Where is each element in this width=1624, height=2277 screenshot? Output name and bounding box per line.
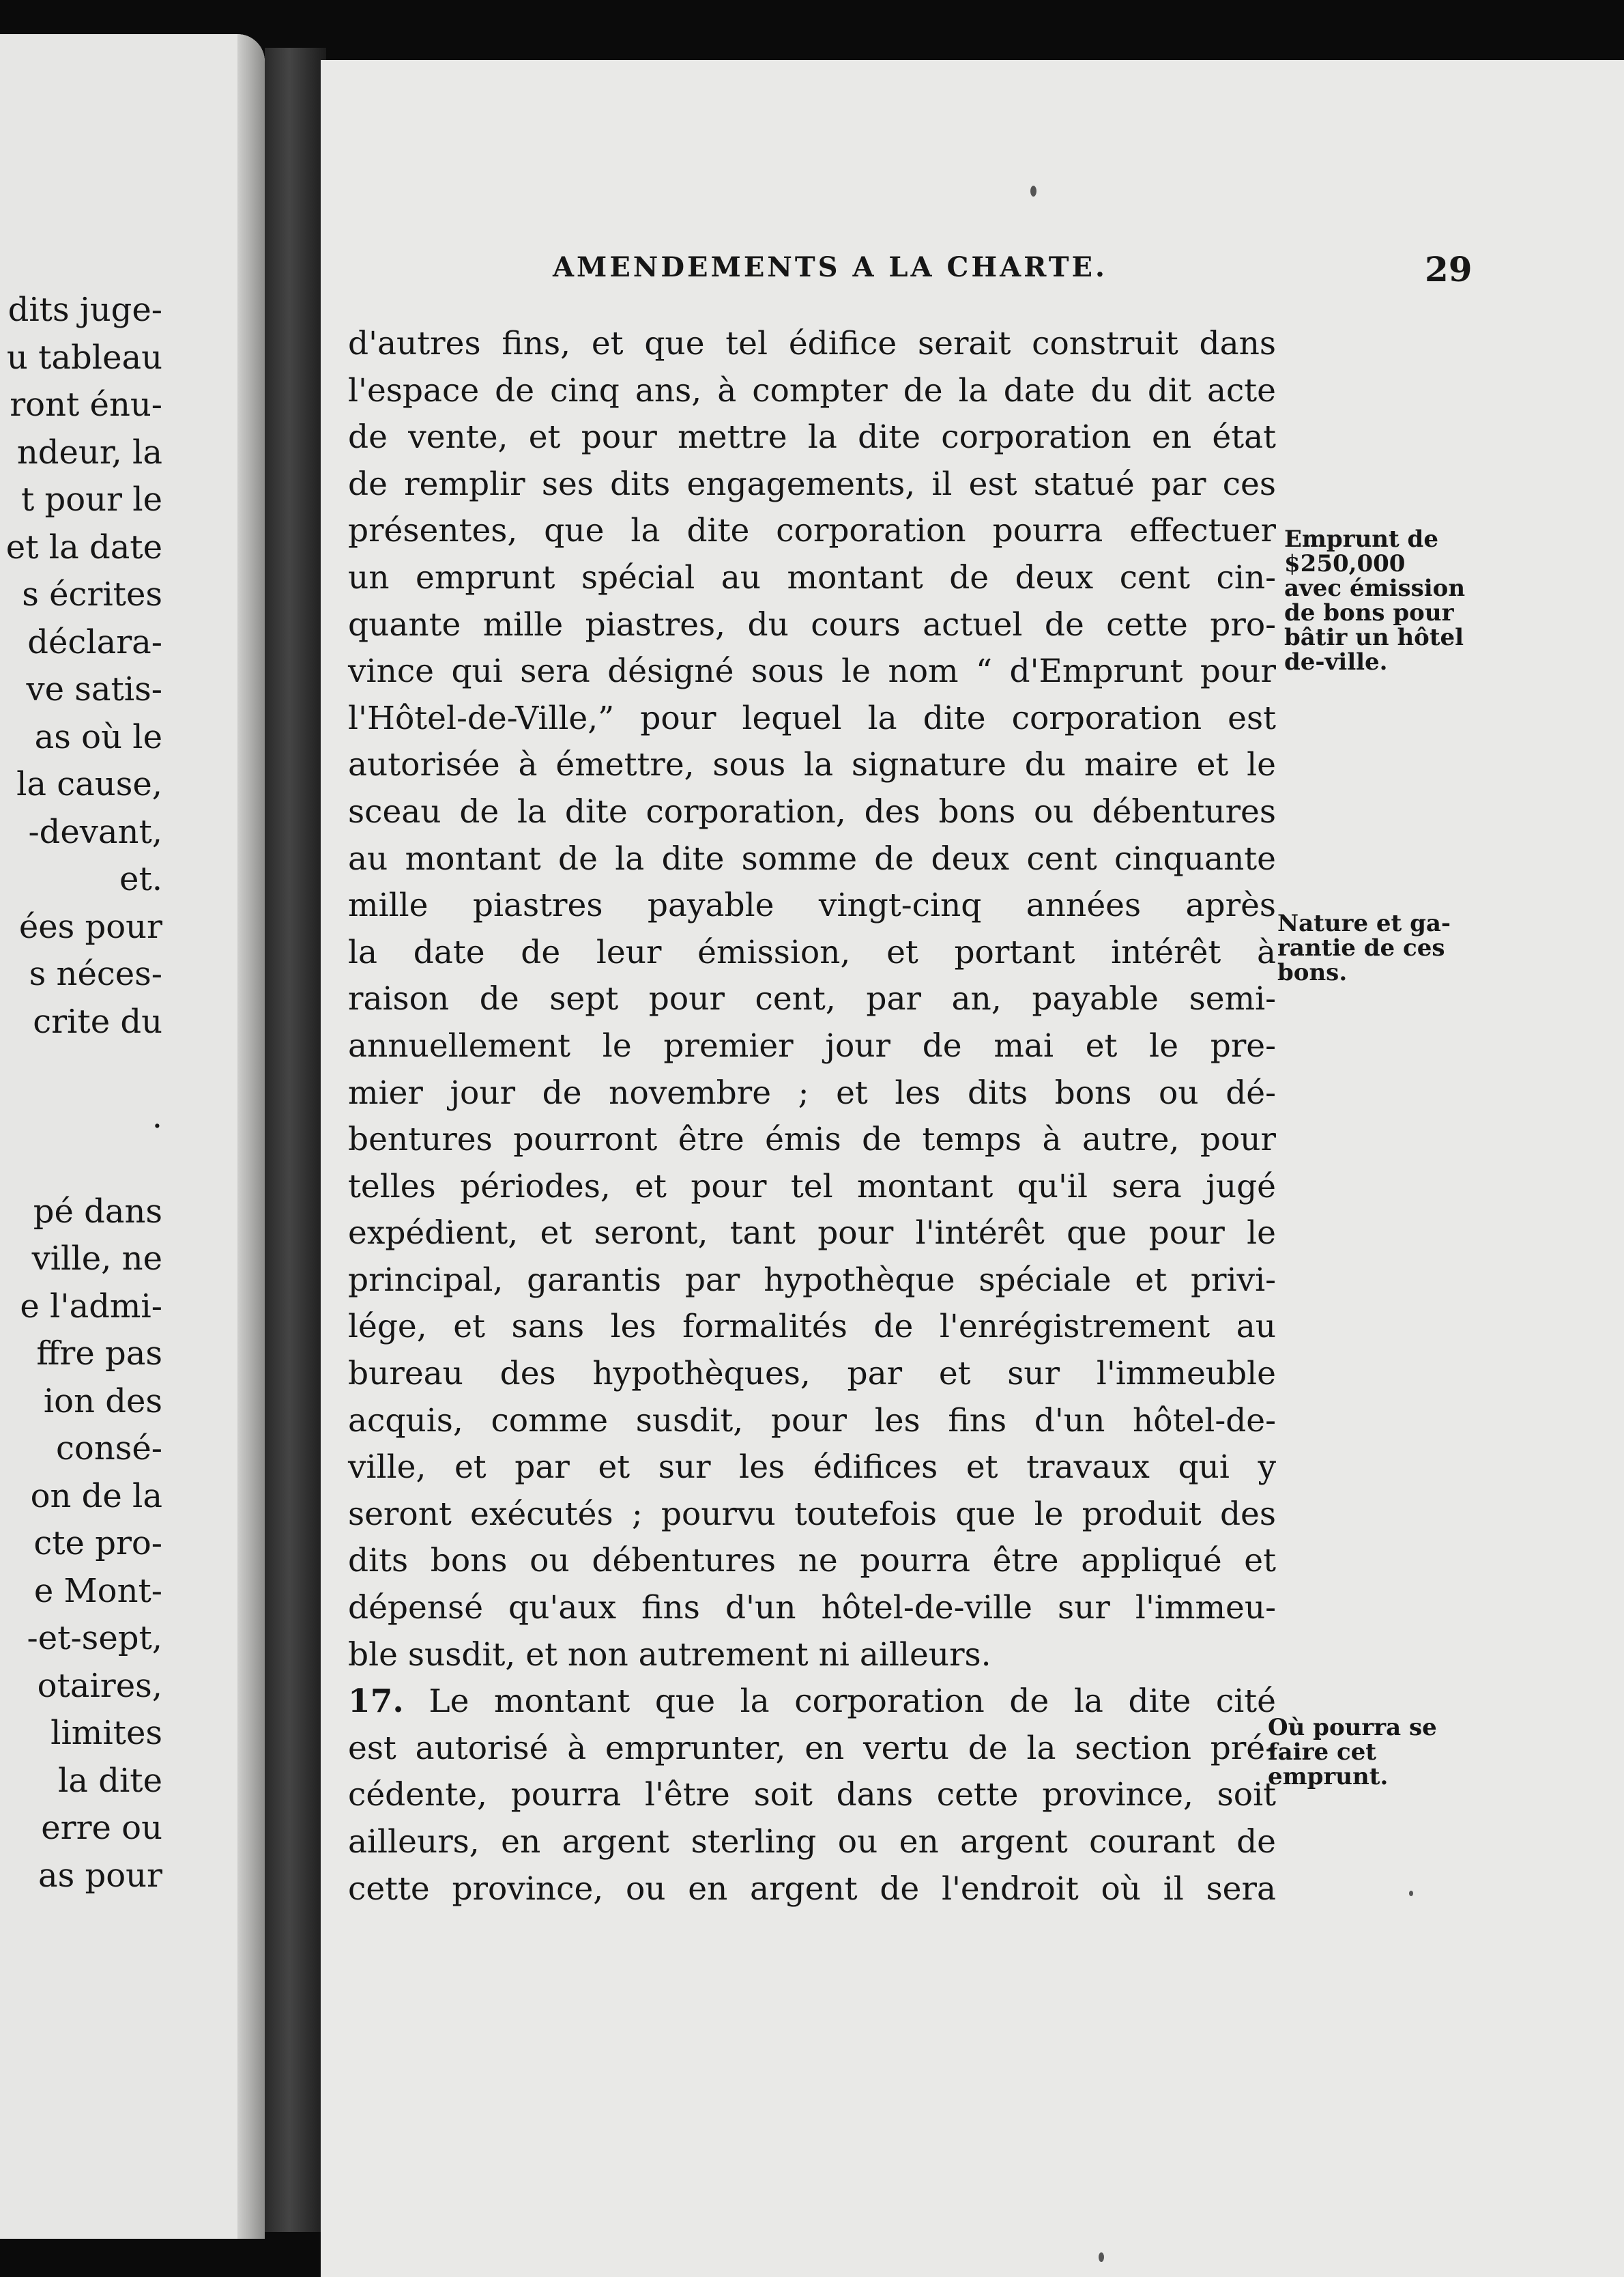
margin-note-line: Où pourra se bbox=[1268, 1714, 1437, 1741]
previous-page-line: et la date bbox=[5, 528, 162, 567]
paper-speck bbox=[1030, 186, 1036, 197]
previous-page-line: cte pro- bbox=[33, 1524, 162, 1562]
body-line: autorisée à émettre, sous la signature du maire et le bbox=[348, 746, 1276, 784]
body-line: au montant de la dite somme de deux cent cinquante bbox=[348, 840, 1276, 878]
margin-note-line: Nature et ga- bbox=[1277, 910, 1451, 937]
previous-page-line: -devant, bbox=[28, 812, 162, 851]
body-line: ville, et par et sur les édifices et travaux qui y bbox=[348, 1448, 1276, 1487]
paper-speck bbox=[1409, 1891, 1413, 1896]
page-number: 29 bbox=[1425, 249, 1473, 289]
body-line: acquis, comme susdit, pour les fins d'un hôtel-de- bbox=[348, 1401, 1276, 1440]
body-line: de remplir ses dits engagements, il est statué par ces bbox=[348, 465, 1276, 503]
paper-speck bbox=[1099, 2252, 1104, 2262]
previous-page-line: otaires, bbox=[37, 1666, 162, 1705]
previous-page-line: . bbox=[151, 1097, 162, 1136]
body-line: dits bons ou débentures ne pourra être appliqué et bbox=[348, 1542, 1276, 1580]
previous-page-line: la dite bbox=[58, 1761, 162, 1800]
previous-page-line: -et-sept, bbox=[27, 1619, 162, 1657]
body-line: quante mille piastres, du cours actuel de cette pro- bbox=[348, 605, 1276, 644]
previous-page-line: ion des bbox=[43, 1381, 162, 1420]
previous-page-line: ve satis- bbox=[26, 670, 162, 708]
margin-note-line: Emprunt de bbox=[1284, 526, 1438, 553]
body-line-text: Le montant que la corporation de la dite cité bbox=[403, 1682, 1276, 1721]
previous-page-line: e l'admi- bbox=[20, 1287, 162, 1326]
previous-page-line: as pour bbox=[38, 1856, 162, 1895]
previous-page-line: la cause, bbox=[16, 765, 162, 803]
body-line: raison de sept pour cent, par an, payable semi- bbox=[348, 980, 1276, 1018]
previous-page bbox=[0, 34, 265, 2239]
previous-page-line: ront énu- bbox=[10, 386, 162, 424]
previous-page-line: as où le bbox=[34, 717, 162, 756]
margin-note-line: emprunt. bbox=[1268, 1763, 1389, 1790]
body-line: seront exécutés ; pourvu toutefois que le produit des bbox=[348, 1495, 1276, 1533]
margin-note-nature bbox=[1277, 911, 1462, 985]
section-17-first-line bbox=[348, 1678, 1276, 1725]
previous-page-line: déclara- bbox=[27, 622, 162, 661]
previous-page-line: crite du bbox=[33, 1002, 162, 1041]
body-line: d'autres fins, et que tel édifice serait construit dans bbox=[348, 325, 1276, 362]
body-line: présentes, que la dite corporation pourra effectuer bbox=[348, 512, 1276, 550]
margin-note-line: de-ville. bbox=[1284, 648, 1388, 676]
body-line: de vente, et pour mettre la dite corporation en état bbox=[348, 418, 1276, 457]
previous-page-line: ffre pas bbox=[36, 1334, 162, 1373]
body-line: mier jour de novembre ; et les dits bons ou dé- bbox=[348, 1074, 1276, 1112]
body-line: sceau de la dite corporation, des bons ou débentures bbox=[348, 792, 1276, 831]
body-line: cédente, pourra l'être soit dans cette province, soit bbox=[348, 1776, 1276, 1814]
page-gutter-shadow bbox=[237, 34, 265, 2239]
previous-page-line: on de la bbox=[30, 1476, 162, 1515]
body-line: bureau des hypothèques, par et sur l'immeuble bbox=[348, 1355, 1276, 1393]
previous-page-line: et. bbox=[119, 860, 162, 898]
previous-page-line: dits juge- bbox=[8, 291, 162, 329]
previous-page-line bbox=[6, 1046, 162, 1093]
body-line: l'Hôtel-de-Ville,” pour lequel la dite corporation est bbox=[348, 699, 1276, 737]
margin-note-line: $250,000 bbox=[1284, 550, 1406, 577]
body-line: la date de leur émission, et portant intérêt à bbox=[348, 933, 1276, 971]
margin-note-line: avec émission bbox=[1284, 575, 1466, 602]
previous-page-line: u tableau bbox=[6, 338, 162, 377]
book-spine bbox=[265, 48, 326, 2232]
margin-note-line: faire cet bbox=[1268, 1738, 1376, 1766]
margin-note-line: bons. bbox=[1277, 959, 1348, 986]
previous-page-line: erre ou bbox=[41, 1809, 162, 1847]
previous-page-line: e Mont- bbox=[33, 1571, 162, 1610]
previous-page-line: ndeur, la bbox=[16, 433, 162, 472]
previous-page-line: limites bbox=[50, 1714, 162, 1752]
body-line: mille piastres payable vingt-cinq années après bbox=[348, 887, 1276, 925]
body-text bbox=[348, 321, 1276, 1913]
margin-note-line: rantie de ces bbox=[1277, 934, 1445, 962]
body-line: bentures pourront être émis de temps à autre, pour bbox=[348, 1121, 1276, 1159]
previous-page-line bbox=[6, 1141, 162, 1188]
body-line: ble susdit, et non autrement ni ailleurs. bbox=[348, 1635, 991, 1674]
running-head: AMENDEMENTS A LA CHARTE. bbox=[553, 251, 1107, 283]
body-line: un emprunt spécial au montant de deux cent cin- bbox=[348, 558, 1276, 597]
body-line: cette province, ou en argent de l'endroit où il sera bbox=[348, 1870, 1276, 1908]
margin-note-ou-pourra bbox=[1268, 1715, 1452, 1789]
previous-page-line: t pour le bbox=[20, 481, 162, 519]
body-line: dépensé qu'aux fins d'un hôtel-de-ville sur l'immeu- bbox=[348, 1589, 1276, 1627]
margin-note-emprunt bbox=[1284, 527, 1468, 674]
previous-page-line: s écrites bbox=[22, 575, 162, 614]
body-line: telles périodes, et pour tel montant qu'il sera jugé bbox=[348, 1167, 1276, 1205]
body-line: expédient, et seront, tant pour l'intérêt que pour le bbox=[348, 1214, 1276, 1252]
previous-page-line: consé- bbox=[56, 1429, 162, 1467]
body-line: est autorisé à emprunter, en vertu de la section pré- bbox=[348, 1729, 1276, 1767]
previous-page-text bbox=[6, 287, 162, 1900]
body-line: annuellement le premier jour de mai et le pre- bbox=[348, 1027, 1276, 1065]
body-line: principal, garantis par hypothèque spéciale et privi- bbox=[348, 1261, 1276, 1299]
body-line: lége, et sans les formalités de l'enrégistrement au bbox=[348, 1308, 1276, 1346]
previous-page-line: s néces- bbox=[29, 955, 162, 993]
section-number: 17. bbox=[348, 1682, 404, 1721]
previous-page-line: ées pour bbox=[18, 907, 162, 946]
body-line: l'espace de cinq ans, à compter de la date du dit acte bbox=[348, 371, 1276, 410]
body-line: vince qui sera désigné sous le nom “ d'Emprunt pour bbox=[348, 653, 1276, 691]
body-line: ailleurs, en argent sterling ou en argent courant de bbox=[348, 1823, 1276, 1861]
previous-page-line: ville, ne bbox=[31, 1240, 162, 1278]
margin-note-line: bâtir un hôtel bbox=[1284, 624, 1464, 651]
margin-note-line: de bons pour bbox=[1284, 599, 1454, 627]
previous-page-line: pé dans bbox=[33, 1192, 162, 1231]
